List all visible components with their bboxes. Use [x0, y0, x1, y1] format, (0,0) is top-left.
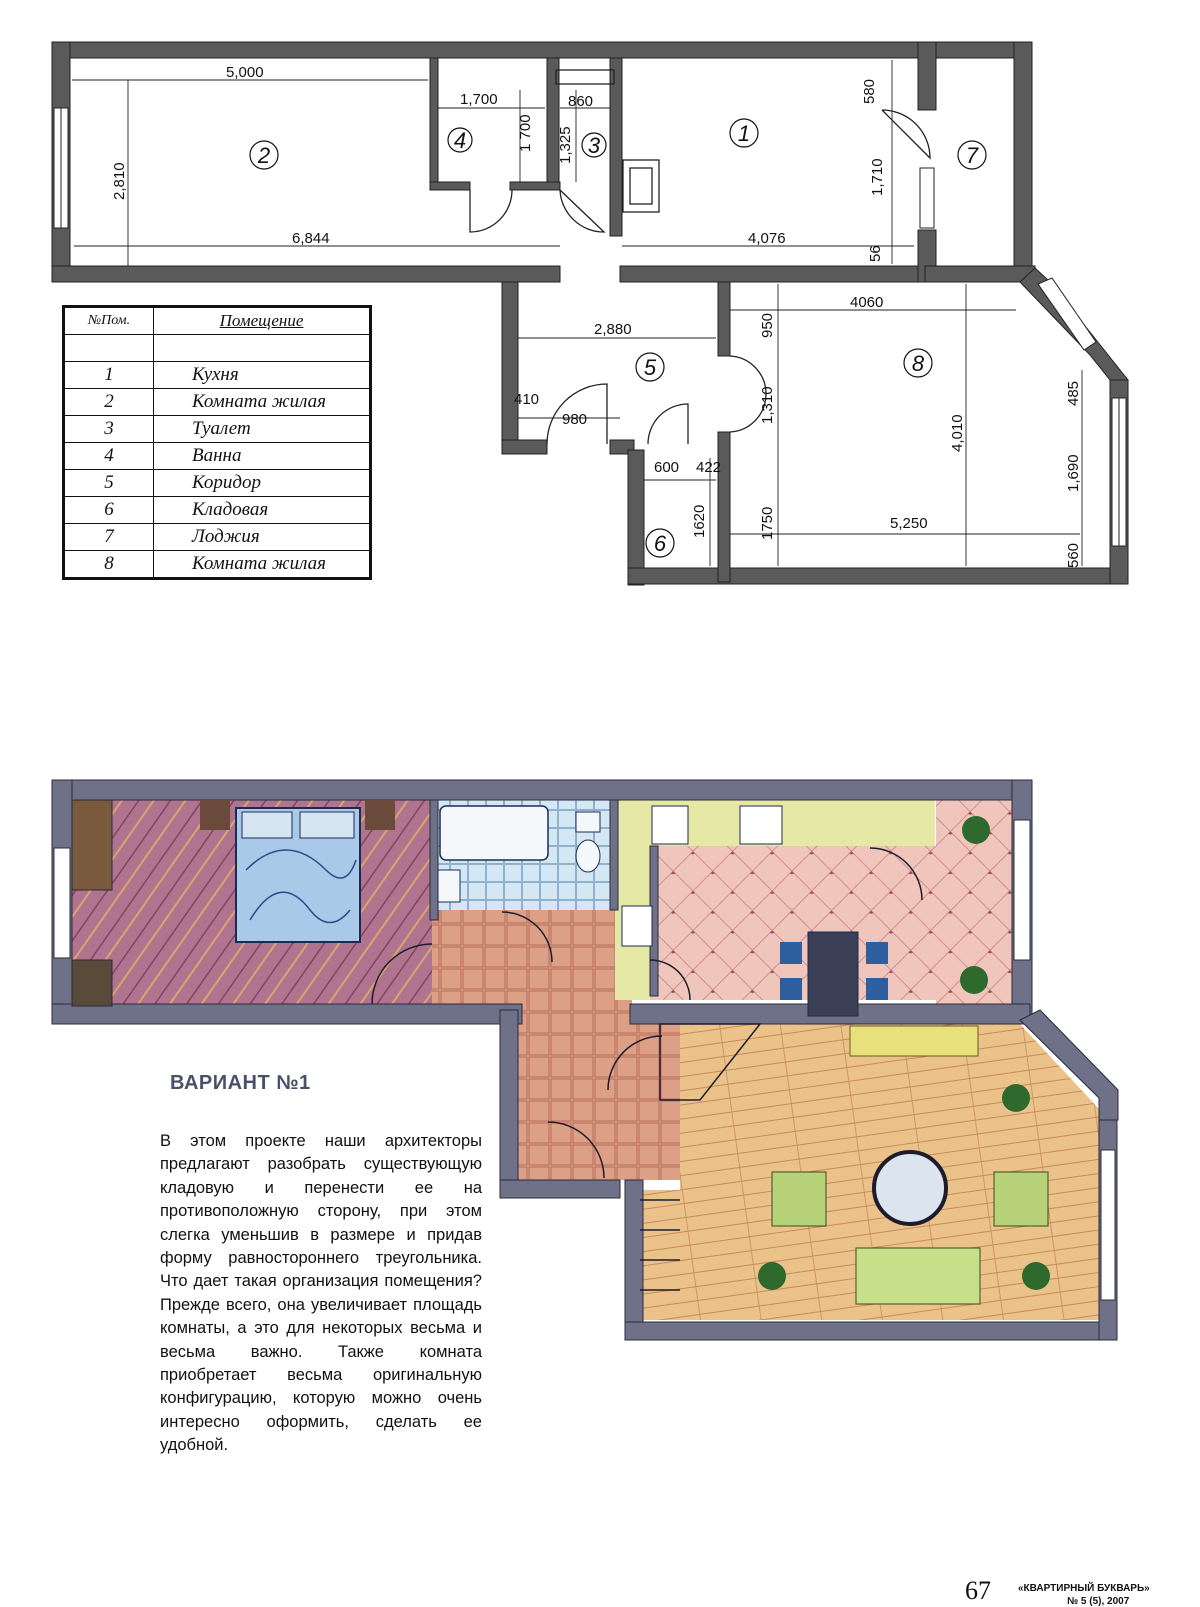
- room-number-5: 5: [643, 355, 657, 380]
- dim-1310: 1,310: [759, 386, 776, 424]
- kitchen-sink-icon: [652, 806, 688, 844]
- row-room: Туалет: [154, 416, 371, 443]
- table-row: [64, 443, 371, 470]
- room-number-3: 3: [587, 133, 601, 158]
- table-row: [64, 362, 371, 389]
- dim-980: 980: [562, 411, 588, 428]
- dim-580: 580: [861, 78, 878, 104]
- magazine-name: «КВАРТИРНЫЙ БУКВАРЬ»: [1018, 1583, 1150, 1594]
- dim-4010: 4,010: [949, 414, 966, 452]
- row-room: Коридор: [154, 470, 371, 497]
- dim-6844: 6,844: [292, 230, 330, 247]
- table-header-row: [64, 307, 371, 335]
- dim-5250: 5,250: [890, 515, 928, 532]
- dim-485: 485: [1065, 380, 1082, 406]
- row-num: 6: [64, 497, 154, 524]
- row-room: Комната жилая: [154, 551, 371, 579]
- dim-2880: 2,880: [594, 321, 632, 338]
- row-num: 3: [64, 416, 154, 443]
- table-row-blank: [64, 335, 371, 362]
- dim-560: 560: [1065, 542, 1082, 568]
- dim-422: 422: [696, 459, 722, 476]
- stove-icon: [740, 806, 782, 844]
- dim-1325: 1,325: [557, 126, 574, 164]
- row-room: Кухня: [154, 362, 371, 389]
- sink-icon: [438, 870, 460, 902]
- dim-600: 600: [654, 459, 680, 476]
- room-number-2: 2: [257, 143, 271, 168]
- magazine-issue: № 5 (5), 2007: [1067, 1596, 1130, 1607]
- row-num: 8: [64, 551, 154, 579]
- table-row: [64, 524, 371, 551]
- tv-stand-icon: [850, 1026, 978, 1056]
- armchair-icon: [772, 1172, 826, 1226]
- table-row: [64, 389, 371, 416]
- table-row: [64, 470, 371, 497]
- row-room: Кладовая: [154, 497, 371, 524]
- row-room: Ванна: [154, 443, 371, 470]
- table-row: [64, 416, 371, 443]
- article-body: [160, 1130, 482, 1458]
- dim-1690: 1,690: [1065, 454, 1082, 492]
- dim-56: 56: [867, 245, 884, 262]
- header-room: Помещение: [154, 307, 371, 335]
- dim-1700-v: 1 700: [517, 114, 534, 152]
- dim-4060: 4060: [850, 294, 884, 311]
- row-num: 2: [64, 389, 154, 416]
- dim-950: 950: [759, 312, 776, 338]
- room-table: [62, 305, 372, 580]
- table-row: [64, 551, 371, 579]
- round-table-icon: [874, 1152, 946, 1224]
- dim-410: 410: [514, 391, 540, 408]
- row-room: Лоджия: [154, 524, 371, 551]
- row-num: 1: [64, 362, 154, 389]
- dim-860: 860: [568, 93, 594, 110]
- table-row: [64, 497, 371, 524]
- dim-1750: 1750: [759, 506, 776, 540]
- page-number: 67: [965, 1576, 991, 1605]
- room-number-8: 8: [911, 351, 925, 376]
- bathtub-icon: [440, 806, 548, 860]
- variant-title: ВАРИАНТ №1: [170, 1072, 311, 1094]
- room-number-6: 6: [653, 531, 667, 556]
- dim-1710: 1,710: [869, 158, 886, 196]
- article-paragraph: В этом проекте наши архитекторы предлагают разобрать существующую кладовую и перенести ее на противоположную сторону, при этом слегка уменьшив в размере и придав форму равностороннего треугольника. Что дает такая организация помещения? Прежде всего, она увеличивает площадь комнаты, а это для некоторых весьма и весьма важно. Также комната приобретает весьма оригинальную конфигурацию, которую можно очень интересно оформить, сделать ее удобной.: [160, 1132, 482, 1455]
- dim-1620: 1620: [691, 504, 708, 538]
- row-room: Комната жилая: [154, 389, 371, 416]
- dim-5000: 5,000: [226, 64, 264, 81]
- dim-4076: 4,076: [748, 230, 786, 247]
- dim-1700: 1,700: [460, 91, 498, 108]
- armchair-icon: [994, 1172, 1048, 1226]
- row-num: 5: [64, 470, 154, 497]
- bed-icon: [236, 808, 360, 942]
- room-number-4: 4: [453, 128, 467, 153]
- row-num: 4: [64, 443, 154, 470]
- sofa-icon: [856, 1248, 980, 1304]
- dim-2810: 2,810: [111, 162, 128, 200]
- row-num: 7: [64, 524, 154, 551]
- header-num: №Пом.: [64, 307, 154, 335]
- room-number-1: 1: [737, 121, 751, 146]
- room-number-7: 7: [965, 143, 979, 168]
